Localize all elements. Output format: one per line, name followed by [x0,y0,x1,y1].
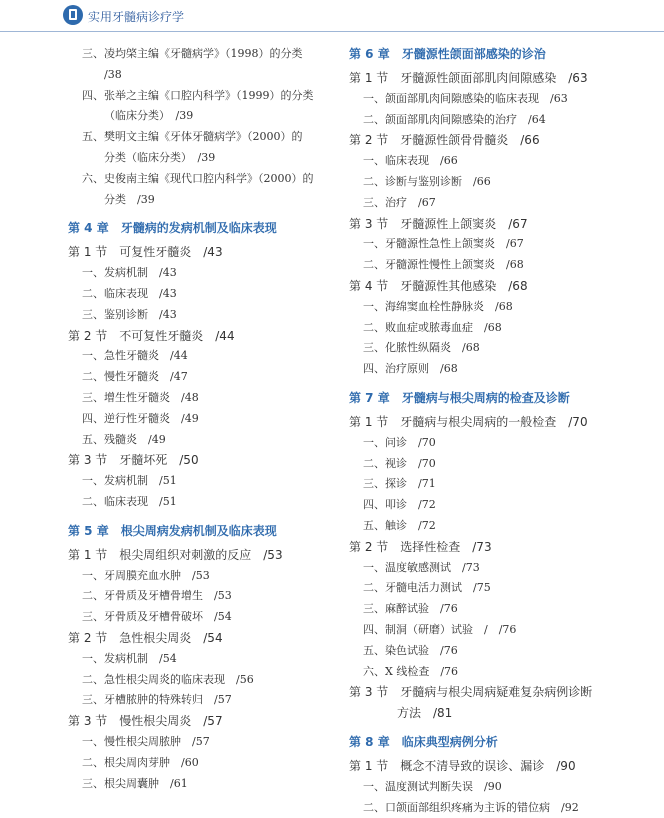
toc-entry [68,586,338,607]
entry-text: 四、逆行性牙髓炎 /49 [82,412,199,425]
entry-text: 一、温度敏感测试 /73 [363,561,480,574]
toc-entry [68,388,338,409]
toc-entry [349,255,649,276]
toc-entry [349,234,649,255]
toc-entry [349,454,649,475]
toc-entry [349,641,649,662]
toc-entry [349,662,649,683]
section-entry [68,242,338,263]
chapter-heading: 第 7 章 牙髓病与根尖周病的检查及诊断 [349,388,649,408]
toc-entry [68,346,338,367]
entry-continuation: /38 [82,65,338,86]
toc-entry [68,44,338,86]
entry-text: 一、发病机制 /43 [82,266,177,279]
toc-entry [349,110,649,131]
entry-continuation: 分类（临床分类） /39 [82,148,338,169]
toc-entry [349,777,649,798]
entry-text: 五、樊明文主编《牙体牙髓病学》（2000）的 [82,130,303,143]
toc-entry [68,607,338,628]
toc-entry [68,471,338,492]
entry-text: 六、X 线检查 /76 [363,665,458,678]
toc-entry [68,566,338,587]
header-divider [0,31,664,32]
entry-text: 二、临床表现 /51 [82,495,177,508]
entry-text: 第 3 节 牙髓坏死 /50 [68,453,199,467]
entry-text: 一、牙髓源性急性上颌窦炎 /67 [363,237,524,250]
entry-continuation: 方法 /81 [349,703,649,724]
entry-text: 六、史俊南主编《现代口腔内科学》（2000）的 [82,172,314,185]
entry-text: 第 3 节 慢性根尖周炎 /57 [68,714,223,728]
chapter-heading: 第 6 章 牙髓源性颌面部感染的诊治 [349,44,649,64]
entry-text: 三、麻醉试验 /76 [363,602,458,615]
chapter-heading: 第 4 章 牙髓病的发病机制及临床表现 [68,218,338,238]
entry-text: 二、败血症或脓毒血症 /68 [363,321,502,334]
entry-text: 第 2 节 不可复性牙髓炎 /44 [68,329,235,343]
entry-text: 二、牙骨质及牙槽骨增生 /53 [82,589,232,602]
section-entry [349,214,649,235]
section-entry [349,68,649,89]
entry-text: 三、增生性牙髓炎 /48 [82,391,199,404]
page-header [0,0,664,34]
section-entry [68,450,338,471]
entry-text: 第 3 节 牙髓源性上颌窦炎 /67 [349,217,528,231]
toc-entry [349,599,649,620]
entry-text: 第 2 节 牙髓源性颌骨骨髓炎 /66 [349,133,540,147]
toc-entry [68,284,338,305]
toc-entry [68,732,338,753]
entry-text: 四、叩诊 /72 [363,498,436,511]
toc-entry [68,753,338,774]
toc-right-column [349,44,649,818]
toc-entry [68,367,338,388]
entry-text: 一、颌面部肌肉间隙感染的临床表现 /63 [363,92,568,105]
entry-text: 五、残髓炎 /49 [82,433,166,446]
entry-text: 二、口颌面部组织疼痛为主诉的错位病 /92 [363,801,579,814]
entry-text: 三、治疗 /67 [363,196,436,209]
toc-entry [349,338,649,359]
toc-entry [349,318,649,339]
entry-text: 四、制洞（研磨）试验 / /76 [363,623,516,636]
entry-text: 一、慢性根尖周脓肿 /57 [82,735,210,748]
toc-entry [68,690,338,711]
entry-text: 三、化脓性纵隔炎 /68 [363,341,480,354]
entry-text: 三、探诊 /71 [363,477,436,490]
entry-text: 一、发病机制 /51 [82,474,177,487]
entry-text: 三、牙骨质及牙槽骨破坏 /54 [82,610,232,623]
entry-text: 二、急性根尖周炎的临床表现 /56 [82,673,254,686]
entry-text: 第 1 节 可复性牙髓炎 /43 [68,245,223,259]
toc-entry [68,127,338,169]
entry-text: 一、海绵窦血栓性静脉炎 /68 [363,300,513,313]
toc-entry [68,430,338,451]
toc-entry [68,492,338,513]
toc-entry [349,516,649,537]
entry-text: 一、牙周膜充血水肿 /53 [82,569,210,582]
toc-entry [349,474,649,495]
entry-text: 第 1 节 牙髓病与根尖周病的一般检查 /70 [349,415,588,429]
entry-text: 第 1 节 牙髓源性颌面部肌肉间隙感染 /63 [349,71,588,85]
toc-entry [349,193,649,214]
entry-text: 三、根尖周囊肿 /61 [82,777,188,790]
entry-continuation: （临床分类） /39 [82,106,338,127]
entry-text: 第 3 节 牙髓病与根尖周病疑难复杂病例诊断 [349,685,592,699]
chapter-heading: 第 8 章 临床典型病例分析 [349,732,649,752]
book-logo-icon [62,4,84,26]
entry-text: 五、染色试验 /76 [363,644,458,657]
toc-entry [349,433,649,454]
entry-text: 第 4 节 牙髓源性其他感染 /68 [349,279,528,293]
section-entry [349,412,649,433]
entry-text: 二、视诊 /70 [363,457,436,470]
section-entry [349,756,649,777]
section-entry [349,276,649,297]
section-entry [68,326,338,347]
toc-entry [68,169,338,211]
toc-entry [349,172,649,193]
chapter-heading: 第 5 章 根尖周病发病机制及临床表现 [68,521,338,541]
toc-entry [349,578,649,599]
entry-text: 四、张举之主编《口腔内科学》（1999）的分类 [82,89,314,102]
entry-text: 第 2 节 急性根尖周炎 /54 [68,631,223,645]
entry-text: 一、临床表现 /66 [363,154,458,167]
entry-text: 一、发病机制 /54 [82,652,177,665]
entry-text: 三、凌均棨主编《牙髓病学》（1998）的分类 [82,47,303,60]
toc-entry [68,774,338,795]
entry-text: 二、根尖周肉芽肿 /60 [82,756,199,769]
entry-text: 二、牙髓源性慢性上颌窦炎 /68 [363,258,524,271]
entry-text: 一、急性牙髓炎 /44 [82,349,188,362]
section-entry [68,711,338,732]
toc-entry [68,409,338,430]
entry-text: 二、颌面部肌肉间隙感染的治疗 /64 [363,113,546,126]
toc-entry [349,359,649,380]
entry-text: 第 2 节 选择性检查 /73 [349,540,492,554]
entry-text: 三、牙槽脓肿的特殊转归 /57 [82,693,232,706]
entry-text: 四、治疗原则 /68 [363,362,458,375]
toc-entry [68,670,338,691]
toc-entry [349,151,649,172]
entry-text: 二、牙髓电活力测试 /75 [363,581,491,594]
book-title: 实用牙髓病诊疗学 [88,8,184,25]
toc-entry [349,558,649,579]
toc-entry [349,798,649,818]
toc-entry [349,89,649,110]
toc-left-column [68,44,338,794]
entry-text: 第 1 节 根尖周组织对刺激的反应 /53 [68,548,283,562]
toc-entry [68,86,338,128]
entry-text: 第 1 节 概念不清导致的误诊、漏诊 /90 [349,759,576,773]
entry-text: 五、触诊 /72 [363,519,436,532]
section-entry [68,628,338,649]
toc-entry [68,263,338,284]
entry-text: 一、温度测试判断失误 /90 [363,780,502,793]
section-entry [68,545,338,566]
toc-entry [68,649,338,670]
section-entry [349,682,649,724]
entry-text: 二、诊断与鉴别诊断 /66 [363,175,491,188]
toc-entry [349,620,649,641]
entry-text: 一、问诊 /70 [363,436,436,449]
entry-continuation: 分类 /39 [82,190,338,211]
toc-entry [68,305,338,326]
entry-text: 二、临床表现 /43 [82,287,177,300]
toc-entry [349,495,649,516]
entry-text: 二、慢性牙髓炎 /47 [82,370,188,383]
toc-entry [349,297,649,318]
entry-text: 三、鉴别诊断 /43 [82,308,177,321]
section-entry [349,130,649,151]
section-entry [349,537,649,558]
